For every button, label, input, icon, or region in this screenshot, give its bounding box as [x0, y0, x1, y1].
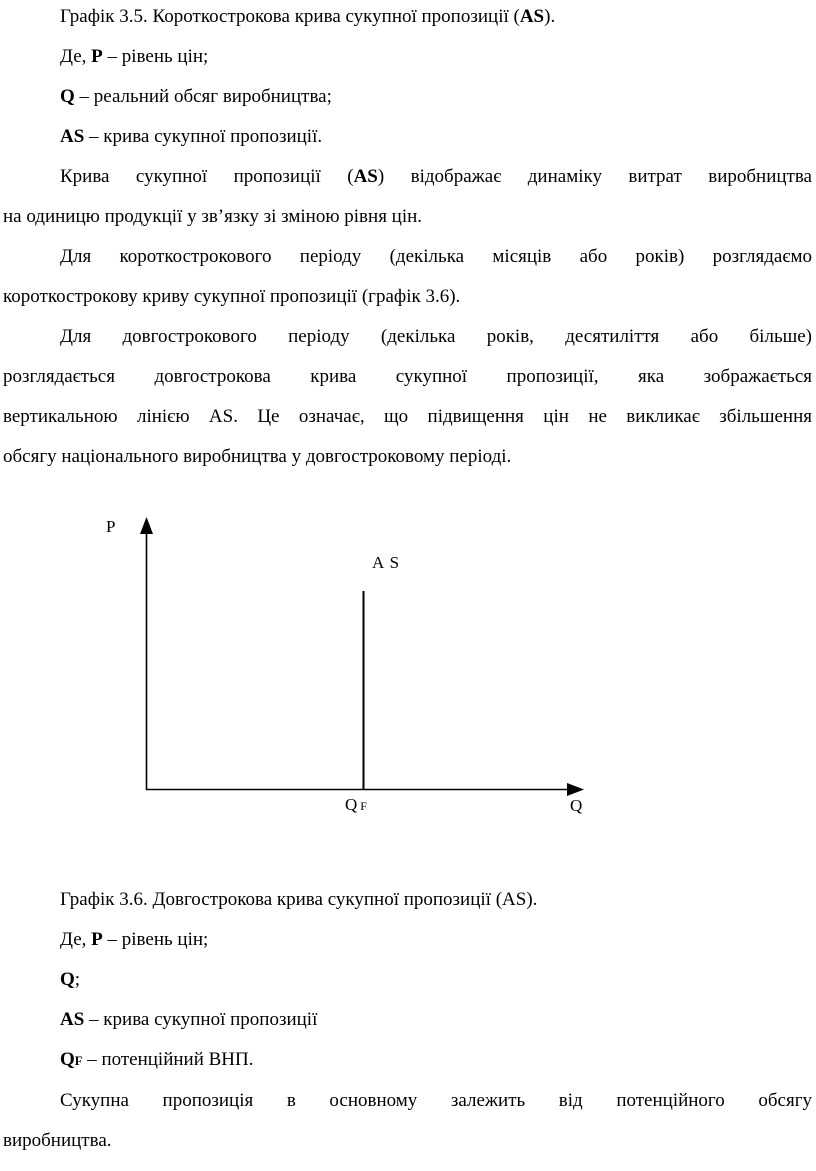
x-axis-label: Q — [570, 796, 583, 815]
para1-line1: Крива сукупної пропозиції (AS) відображає динаміку витрат виробництва — [60, 166, 812, 187]
y-axis-arrowhead-icon — [140, 517, 153, 534]
chart-canvas — [0, 477, 620, 817]
para3-line3: вертикальною лінією AS. Це означає, що підвищення цін не викликає збільшення — [3, 406, 812, 427]
text-block-top — [0, 0, 816, 477]
text-block-bottom — [0, 878, 816, 1161]
caption-grafik-3-5: Графік 3.5. Короткострокова крива сукупної пропозиції (AS). — [60, 6, 556, 27]
definition-q: Q – реальний обсяг виробництва; — [60, 86, 332, 107]
para3-line4: обсягу національного виробництва у довгостроковому періоді. — [3, 446, 512, 467]
para4-line2: виробництва. — [3, 1130, 112, 1151]
x-axis-arrowhead-icon — [567, 783, 584, 796]
caption-grafik-3-6: Графік 3.6. Довгострокова крива сукупної пропозиції (AS). — [60, 889, 538, 910]
as-supply-chart — [0, 477, 816, 878]
para2-line1: Для короткострокового періоду (декілька місяців або років) розглядаємо — [60, 246, 812, 267]
y-axis-label: P — [106, 517, 116, 536]
x-tick-qf-label — [345, 795, 367, 816]
para3-line2: розглядається довгострокова крива сукупної пропозиції, яка зображається — [3, 366, 812, 387]
definition-as: AS – крива сукупної пропозиції. — [60, 126, 323, 147]
definition-as-2: AS – крива сукупної пропозиції — [60, 1009, 318, 1030]
para4-line1: Сукупна пропозиція в основному залежить від потенційного обсягу — [60, 1090, 812, 1111]
definition-p-2: Де, P – рівень цін; — [60, 929, 209, 950]
as-curve-label: A S — [372, 553, 401, 572]
para3-line1: Для довгострокового періоду (декілька років, десятиліття або більше) — [60, 326, 812, 347]
definition-qf: QF – потенційний ВНП. — [60, 1049, 254, 1070]
definition-p: Де, P – рівень цін; — [60, 46, 209, 67]
para1-line2: на одиницю продукції у зв’язку зі зміною рівня цін. — [3, 206, 423, 227]
x-tick-q-main: Q — [345, 795, 358, 814]
definition-q-2: Q; — [60, 969, 81, 990]
para2-line2: короткострокову криву сукупної пропозиції (графік 3.6). — [3, 286, 461, 307]
x-tick-f-subscript: F — [360, 799, 367, 813]
